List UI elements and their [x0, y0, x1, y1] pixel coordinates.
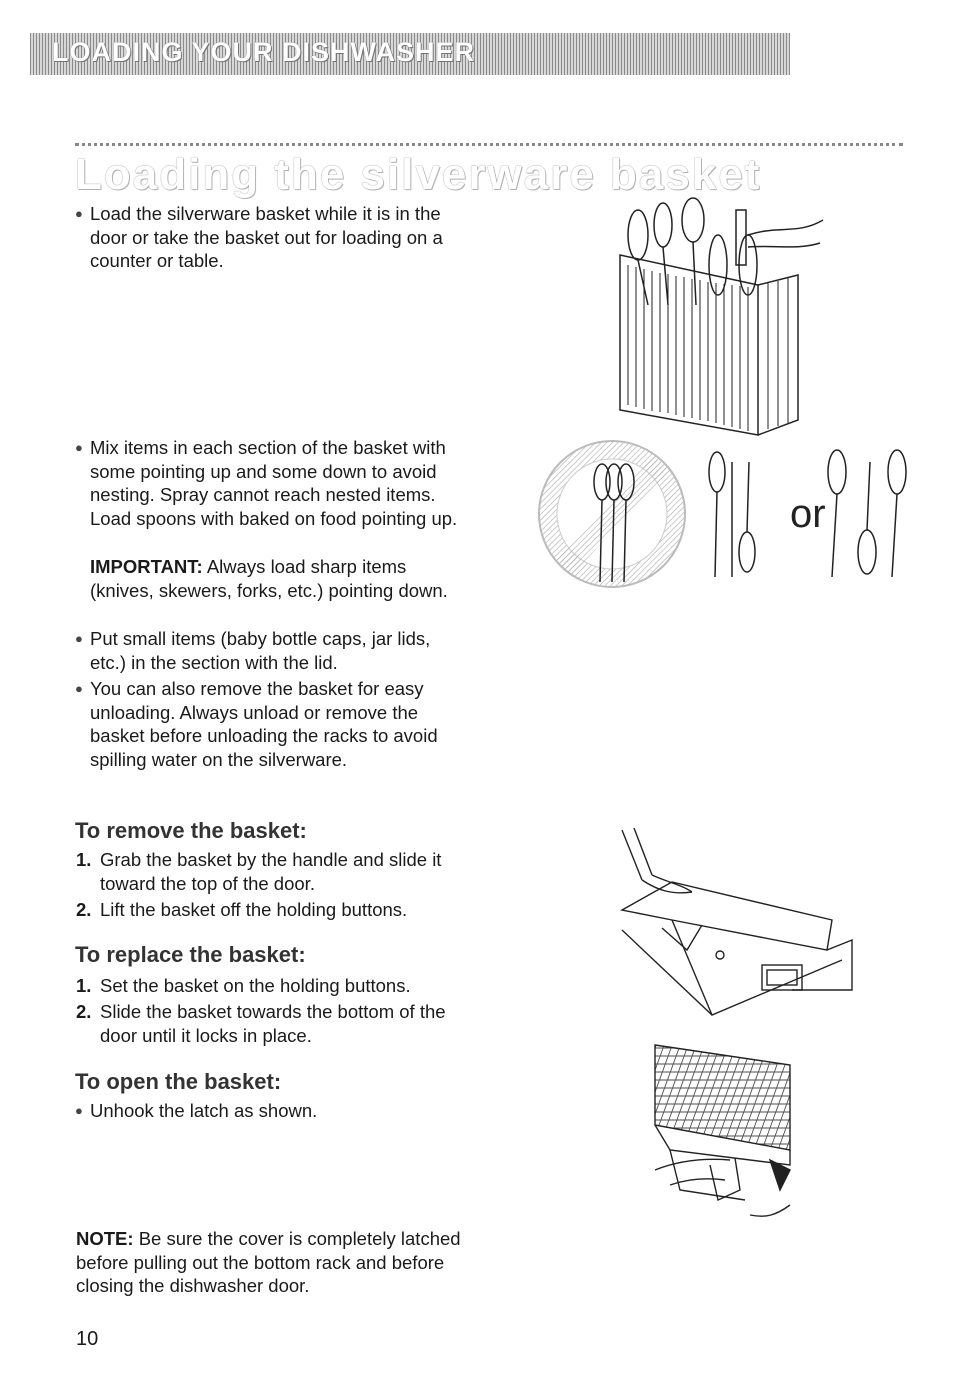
note-label: NOTE:: [76, 1228, 134, 1249]
replace-section-heading: To replace the basket:: [75, 942, 306, 967]
important-label: IMPORTANT:: [90, 556, 203, 577]
step-text: Lift the basket off the holding buttons.: [100, 899, 408, 920]
or-label: or: [790, 492, 826, 536]
intro-bullet-text: Load the silverware basket while it is in the door or take the basket out for loading on a counter or table.: [90, 203, 443, 271]
replace-step-2: [76, 1000, 460, 1047]
mix-items-bullet: [75, 436, 470, 530]
bullet-icon: ●: [75, 440, 83, 455]
note-text: Be sure the cover is completely latched before pulling out the bottom rack and before closing the dishwasher door.: [76, 1228, 461, 1296]
latch-note: [76, 1227, 466, 1298]
step-number: 1.: [76, 849, 92, 870]
small-items-text: Put small items (baby bottle caps, jar lids, etc.) in the section with the lid.: [90, 628, 431, 673]
step-text: Grab the basket by the handle and slide it toward the top of the door.: [100, 849, 442, 894]
header-banner: [30, 33, 790, 75]
step-text: Slide the basket towards the bottom of the door until it locks in place.: [100, 1001, 446, 1046]
open-bullet-text: Unhook the latch as shown.: [90, 1100, 318, 1121]
step-text: Set the basket on the holding buttons.: [100, 975, 411, 996]
bullet-icon: ●: [75, 681, 83, 696]
bullet-icon: ●: [75, 631, 83, 646]
step-number: 1.: [76, 975, 92, 996]
banner-title: LOADING YOUR DISHWASHER: [52, 37, 476, 67]
nesting-diagram: [532, 432, 912, 602]
page-number: 10: [76, 1328, 99, 1350]
remove-basket-text: You can also remove the basket for easy unloading. Always unload or remove the basket before unloading the racks to avoid spilling water on the silverware.: [90, 678, 438, 770]
replace-step-1: [76, 974, 460, 998]
silverware-basket-illustration: [608, 195, 826, 450]
bullet-icon: ●: [75, 206, 83, 221]
important-note: [90, 555, 460, 602]
section-title: Loading the silverware basket: [75, 150, 762, 199]
remove-section-heading: To remove the basket:: [75, 818, 307, 843]
small-items-bullet: [75, 627, 470, 674]
intro-bullet: [75, 202, 470, 273]
bullet-icon: ●: [75, 1103, 83, 1118]
door-basket-illustration: [612, 820, 862, 1020]
step-number: 2.: [76, 899, 92, 920]
open-bullet: [75, 1099, 450, 1123]
remove-step-2: [76, 898, 460, 922]
mix-items-text: Mix items in each section of the basket with some pointing up and some down to avoid nesting. Spray cannot reach nested items. Load spoons with baked on food pointing up.: [90, 437, 458, 529]
remove-basket-bullet: [75, 677, 470, 771]
open-section-heading: To open the basket:: [75, 1069, 282, 1094]
important-text: Always load sharp items (knives, skewers, forks, etc.) pointing down.: [90, 556, 448, 601]
latch-illustration: [650, 1040, 800, 1220]
step-number: 2.: [76, 1001, 92, 1022]
section-divider: [75, 143, 903, 146]
remove-step-1: [76, 848, 460, 895]
